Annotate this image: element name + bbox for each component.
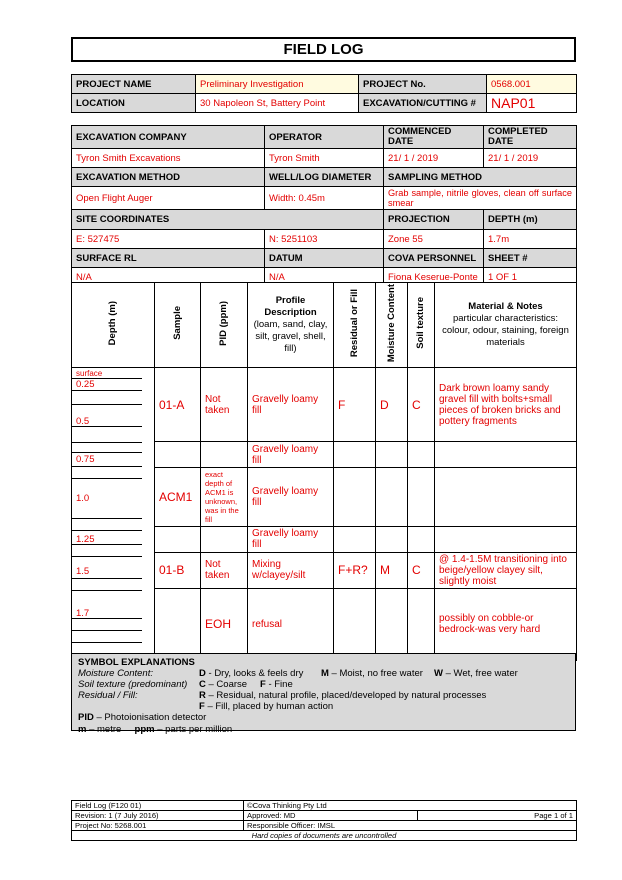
soil-cell: C (408, 368, 435, 442)
symbols-ppm-key: ppm (134, 723, 155, 735)
profile-cell: Gravelly loamy fill (248, 526, 334, 552)
personnel-label: COVA PERSONNEL (384, 249, 484, 268)
notes-cell: Dark brown loamy sandy gravel fill with bolts+small pieces of broken bricks and pottery fragments (435, 368, 577, 442)
footer-revision: Revision: 1 (7 July 2016) (72, 811, 244, 821)
operator-value: Tyron Smith (265, 149, 384, 168)
projection-label: PROJECTION (384, 210, 484, 230)
depth-header-text: Depth (m) (107, 300, 118, 346)
diameter-label: WELL/LOG DIAMETER (265, 168, 384, 187)
pid-cell (201, 526, 248, 552)
symbols-residual-f (199, 701, 333, 712)
sampling-label: SAMPLING METHOD (384, 168, 577, 187)
excavation-label: EXCAVATION/CUTTING # (359, 94, 487, 113)
depth-tick (72, 442, 142, 443)
footer-project-no: Project No: 5268.001 (72, 821, 244, 831)
sample-cell: 01-A (155, 368, 201, 442)
notes-cell (435, 442, 577, 468)
pid-cell (201, 442, 248, 468)
pid-cell: EOH (201, 588, 248, 660)
company-value: Tyron Smith Excavations (72, 149, 265, 168)
residual-cell: F+R? (334, 552, 376, 588)
profile-header (248, 283, 334, 368)
symbols-soil-c (199, 679, 247, 690)
pid-cell: Not taken (201, 552, 248, 588)
depth-tick (72, 618, 142, 619)
symbols-soil-line (78, 679, 569, 690)
profile-header-title: Profile Description (264, 295, 317, 319)
sampling-value: Grab sample, nitrile gloves, clean off surface smear (384, 187, 577, 210)
profile-cell: Mixing w/clayey/silt (248, 552, 334, 588)
sheet-value: 1 OF 1 (484, 268, 577, 287)
symbols-residual-r-key: R (199, 690, 206, 702)
symbols-residual-f-text: – Fill, placed by human action (204, 701, 334, 713)
residual-cell (334, 442, 376, 468)
symbols-soil-f-key: F (260, 679, 266, 691)
project-table (71, 74, 577, 113)
profile-cell: refusal (248, 588, 334, 660)
soil-header-text: Soil texture (415, 297, 426, 349)
residual-cell (334, 526, 376, 552)
material-header-sub: particular characteristics: colour, odour, staining, foreign materials (442, 313, 569, 349)
footer-table (71, 800, 577, 841)
profile-cell: Gravelly loamy fill (248, 468, 334, 526)
residual-header (334, 283, 376, 368)
depth-label-17: 1.7 (76, 608, 90, 620)
notes-cell: possibly on cobble-or bedrock-was very hard (435, 588, 577, 660)
completed-value: 21/ 1 / 2019 (484, 149, 577, 168)
depth-tick (72, 630, 142, 631)
depth-tick (72, 426, 142, 427)
footer-copyright: ©Cova Thinking Pty Ltd (244, 801, 577, 811)
moisture-cell: D (376, 368, 408, 442)
location-value: 30 Napoleon St, Battery Point (196, 94, 359, 113)
project-no-label: PROJECT No. (359, 75, 487, 94)
completed-label: COMPLETED DATE (484, 126, 577, 149)
depth-label-05: 0.5 (76, 416, 90, 428)
symbols-moisture-m-text: – Moist, no free water (328, 668, 423, 680)
symbols-moisture-m-key: M (321, 668, 329, 680)
sample-header (155, 283, 201, 368)
moisture-cell (376, 468, 408, 526)
depth-tick (72, 518, 142, 519)
method-value: Open Flight Auger (72, 187, 265, 210)
residual-cell (334, 588, 376, 660)
rl-label: SURFACE RL (72, 249, 265, 268)
symbols-heading: SYMBOL EXPLANATIONS (78, 657, 195, 668)
project-no-value: 0568.001 (487, 75, 577, 94)
symbols-units-line (78, 724, 569, 735)
symbols-residual-r (199, 690, 486, 701)
log-table (71, 282, 577, 661)
depth-tick (72, 642, 142, 643)
commenced-value: 21/ 1 / 2019 (384, 149, 484, 168)
symbols-moisture-w (434, 668, 518, 679)
notes-cell: @ 1.4-1.5M transitioning into beige/yellow clayey silt, slightly moist (435, 552, 577, 588)
depth-label-125: 1.25 (76, 534, 95, 546)
residual-header-text: Residual or Fill (348, 289, 360, 358)
depth-tick (72, 466, 142, 467)
depth-tick (72, 590, 142, 591)
details-table (71, 125, 577, 287)
table-row (72, 368, 577, 442)
footer-approved: Approved: MD (244, 811, 418, 821)
pid-header-text: PID (ppm) (218, 300, 229, 346)
sample-header-text: Sample (171, 306, 183, 340)
symbols-soil-f-text: - Fine (265, 679, 293, 691)
diameter-value: Width: 0.45m (265, 187, 384, 210)
depth-header (72, 283, 155, 368)
depth-label-075: 0.75 (76, 454, 95, 466)
symbols-pid-text: – Photoionisation detector (93, 712, 207, 724)
footer-page: Page 1 of 1 (418, 811, 577, 821)
rl-value: N/A (72, 268, 265, 287)
coords-label: SITE COORDINATES (72, 210, 384, 230)
symbols-ppm-text: – parts per million (154, 723, 233, 735)
depth-value: 1.7m (484, 230, 577, 249)
depth-scale-inner (72, 368, 155, 660)
datum-label: DATUM (265, 249, 384, 268)
symbols-soil-label: Soil texture (predominant) (78, 679, 188, 691)
depth-tick (72, 390, 142, 391)
profile-cell: Gravelly loamy fill (248, 442, 334, 468)
moisture-cell (376, 442, 408, 468)
northing-value: N: 5251103 (265, 230, 384, 249)
moisture-header (376, 283, 408, 368)
depth-label-surface: surface (76, 369, 103, 379)
symbol-explanations (71, 653, 576, 735)
moisture-header-text: Moisture Content (385, 284, 397, 363)
depth-label-10: 1.0 (76, 493, 90, 505)
profile-cell: Gravelly loamy fill (248, 368, 334, 442)
pid-header (201, 283, 248, 368)
commenced-label: COMMENCED DATE (384, 126, 484, 149)
moisture-cell (376, 526, 408, 552)
depth-tick (72, 578, 142, 579)
material-header (435, 283, 577, 368)
symbols-fill-line (78, 701, 569, 712)
page-title: FIELD LOG (71, 37, 576, 62)
footer-doc: Field Log (F120 01) (72, 801, 244, 811)
easting-value: E: 527475 (72, 230, 265, 249)
depth-scale (72, 368, 155, 661)
pid-cell: Not taken (201, 368, 248, 442)
soil-cell (408, 588, 435, 660)
symbols-pid-line (78, 712, 569, 723)
symbols-residual-f-key: F (199, 701, 205, 713)
sheet-label: SHEET # (484, 249, 577, 268)
symbols-moisture-d-text: - Dry, looks & feels dry (205, 668, 304, 680)
footer-officer: Responsible Officer: IMSL (244, 821, 577, 831)
soil-cell: C (408, 552, 435, 588)
personnel-value: Fiona Keserue-Ponte (384, 268, 484, 287)
sample-cell: 01-B (155, 552, 201, 588)
location-label: LOCATION (72, 94, 196, 113)
moisture-cell: M (376, 552, 408, 588)
depth-label-025: 0.25 (76, 379, 95, 391)
symbols-moisture-d-key: D (199, 668, 206, 680)
material-header-title: Material & Notes (468, 301, 543, 313)
pid-cell: exact depth of ACM1 is unknown, was in the fill (201, 468, 248, 526)
sample-cell (155, 442, 201, 468)
notes-cell (435, 468, 577, 526)
soil-cell (408, 442, 435, 468)
footer-note: Hard copies of documents are uncontrolled (72, 831, 577, 841)
symbols-moisture-w-key: W (434, 668, 443, 680)
symbols-moisture-w-text: – Wet, free water (442, 668, 518, 680)
depth-tick (72, 478, 142, 479)
profile-header-sub: (loam, sand, clay, silt, gravel, shell, fill) (253, 319, 328, 355)
sample-cell (155, 588, 201, 660)
symbols-soil-c-key: C (199, 679, 206, 691)
operator-label: OPERATOR (265, 126, 384, 149)
notes-cell (435, 526, 577, 552)
symbols-moisture-m (321, 668, 423, 679)
soil-cell (408, 526, 435, 552)
method-label: EXCAVATION METHOD (72, 168, 265, 187)
residual-cell (334, 468, 376, 526)
excavation-value: NAP01 (487, 94, 577, 113)
symbols-residual-r-text: – Residual, natural profile, placed/developed by natural processes (205, 690, 487, 702)
moisture-cell (376, 588, 408, 660)
symbols-soil-c-text: – Coarse (205, 679, 248, 691)
soil-cell (408, 468, 435, 526)
symbols-moisture-d (199, 668, 303, 679)
symbols-soil-f (260, 679, 293, 690)
symbols-m-text: – metre (86, 723, 122, 735)
symbols-m-key: m (78, 723, 87, 735)
depth-tick (72, 544, 142, 545)
residual-cell: F (334, 368, 376, 442)
project-name-label: PROJECT NAME (72, 75, 196, 94)
symbols-residual-label: Residual / Fill: (78, 690, 138, 702)
symbols-moisture-line (78, 668, 569, 679)
symbols-residual-line (78, 690, 569, 701)
project-name-value: Preliminary Investigation (196, 75, 359, 94)
depth-tick (72, 452, 142, 453)
depth-tick (72, 404, 142, 405)
depth-label-15: 1.5 (76, 566, 90, 578)
symbols-pid-key: PID (78, 712, 94, 724)
sample-cell: ACM1 (155, 468, 201, 526)
datum-value: N/A (265, 268, 384, 287)
depth-tick (72, 556, 142, 557)
depth-label: DEPTH (m) (484, 210, 577, 230)
sample-cell (155, 526, 201, 552)
depth-tick (72, 530, 142, 531)
soil-header (408, 283, 435, 368)
symbols-moisture-label: Moisture Content: (78, 668, 153, 680)
projection-value: Zone 55 (384, 230, 484, 249)
company-label: EXCAVATION COMPANY (72, 126, 265, 149)
